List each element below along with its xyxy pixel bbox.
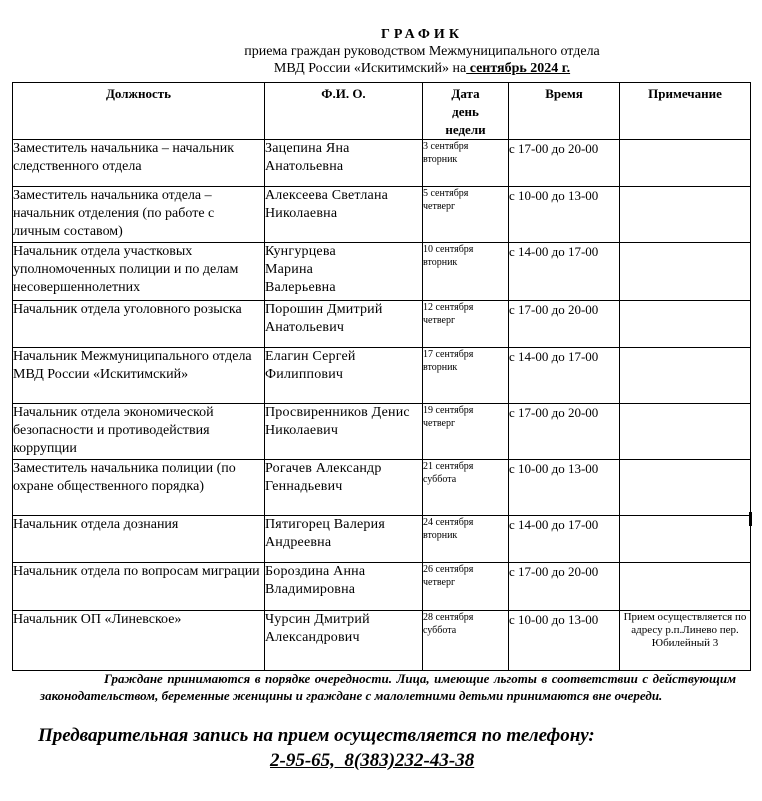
- table-row: [13, 140, 751, 187]
- column-header-day: Дата день недели: [423, 83, 509, 140]
- date-text: 3 сентября: [423, 141, 469, 152]
- date-text: 17 сентября: [423, 349, 474, 360]
- position-cell: Начальник отдела экономической безопасности и противодействия коррупции: [13, 404, 265, 460]
- note-cell: [620, 563, 751, 611]
- note-cell: [620, 404, 751, 460]
- weekday-text: четверг: [423, 315, 456, 326]
- column-header-position: Должность: [13, 83, 265, 140]
- weekday-text: вторник: [423, 530, 458, 541]
- fio-cell: Бороздина Анна Владимировна: [265, 563, 423, 611]
- day-cell: [423, 516, 509, 563]
- position-cell: Начальник ОП «Линевское»: [13, 611, 265, 671]
- document-subtitle-line2: [0, 60, 762, 77]
- document-header: [0, 26, 762, 77]
- time-cell: с 17-00 до 20-00: [509, 563, 620, 611]
- day-cell: [423, 404, 509, 460]
- note-cell: Прием осуществляется по адресу р.п.Линево пер. Юбилейный 3: [620, 611, 751, 671]
- date-text: 10 сентября: [423, 244, 474, 255]
- time-cell: с 10-00 до 13-00: [509, 187, 620, 243]
- date-text: 26 сентября: [423, 564, 474, 575]
- date-text: 5 сентября: [423, 188, 469, 199]
- appointment-phone-label: Предварительная запись на прием осуществляется по телефону:: [38, 725, 595, 746]
- appointment-phone-numbers: 2-95-65, 8(383)232-43-38: [270, 750, 475, 771]
- time-cell: с 17-00 до 20-00: [509, 140, 620, 187]
- date-text: 28 сентября: [423, 612, 474, 623]
- position-cell: Начальник отдела уголовного розыска: [13, 301, 265, 348]
- document-title: ГРАФИК: [381, 27, 463, 42]
- table-row: [13, 301, 751, 348]
- day-cell: [423, 187, 509, 243]
- weekday-text: четверг: [423, 577, 456, 588]
- weekday-text: суббота: [423, 474, 457, 485]
- table-row: [13, 516, 751, 563]
- subtitle-month: сентябрь 2024 г.: [466, 61, 571, 76]
- column-header-time: Время: [509, 83, 620, 140]
- fio-cell: Елагин Сергей Филиппович: [265, 348, 423, 404]
- note-cell: [620, 243, 751, 301]
- position-cell: Начальник отдела дознания: [13, 516, 265, 563]
- fio-cell: Просвиренников Денис Николаевич: [265, 404, 423, 460]
- position-cell: Заместитель начальника полиции (по охране общественного порядка): [13, 460, 265, 516]
- table-row: [13, 187, 751, 243]
- day-cell: [423, 243, 509, 301]
- column-header-fio: Ф.И. О.: [265, 83, 423, 140]
- table-row: [13, 611, 751, 671]
- note-cell: [620, 140, 751, 187]
- weekday-text: вторник: [423, 154, 458, 165]
- note-cell: [620, 460, 751, 516]
- note-cell: [620, 348, 751, 404]
- weekday-text: четверг: [423, 201, 456, 212]
- time-cell: с 17-00 до 20-00: [509, 301, 620, 348]
- day-cell: [423, 348, 509, 404]
- weekday-text: вторник: [423, 362, 458, 373]
- table-row: [13, 563, 751, 611]
- reception-notice: Граждане принимаются в порядке очередности. Лица, имеющие льготы в соответствии с действующим законодательством, беременные женщины и граждане с малолетними детьми принимаются вне очереди.: [40, 671, 736, 703]
- day-cell: [423, 563, 509, 611]
- page-edge-mark: [749, 512, 752, 526]
- time-cell: с 17-00 до 20-00: [509, 404, 620, 460]
- table-row: [13, 460, 751, 516]
- column-header-note: Примечание: [620, 83, 751, 140]
- weekday-text: четверг: [423, 418, 456, 429]
- table-row: [13, 348, 751, 404]
- position-cell: Начальник Межмуниципального отдела МВД России «Искитимский»: [13, 348, 265, 404]
- day-cell: [423, 460, 509, 516]
- date-text: 21 сентября: [423, 461, 474, 472]
- document-subtitle-line1: приема граждан руководством Межмуниципального отдела: [244, 44, 600, 59]
- fio-cell: Пятигорец Валерия Андреевна: [265, 516, 423, 563]
- table-row: [13, 243, 751, 301]
- date-text: 24 сентября: [423, 517, 474, 528]
- fio-cell: Рогачев Александр Геннадьевич: [265, 460, 423, 516]
- note-cell: [620, 301, 751, 348]
- fio-cell: Порошин Дмитрий Анатольевич: [265, 301, 423, 348]
- day-cell: [423, 140, 509, 187]
- weekday-text: вторник: [423, 257, 458, 268]
- fio-cell: Алексеева Светлана Николаевна: [265, 187, 423, 243]
- position-cell: Начальник отдела участковых уполномоченных полиции и по делам несовершеннолетних: [13, 243, 265, 301]
- table-header-row: [13, 83, 751, 140]
- table-row: [13, 404, 751, 460]
- note-cell: [620, 516, 751, 563]
- note-cell: [620, 187, 751, 243]
- time-cell: с 14-00 до 17-00: [509, 348, 620, 404]
- date-text: 12 сентября: [423, 302, 474, 313]
- reception-schedule-table: [12, 82, 751, 671]
- fio-cell: Кунгурцева Марина Валерьевна: [265, 243, 423, 301]
- position-cell: Начальник отдела по вопросам миграции: [13, 563, 265, 611]
- time-cell: с 10-00 до 13-00: [509, 460, 620, 516]
- time-cell: с 14-00 до 17-00: [509, 243, 620, 301]
- time-cell: с 14-00 до 17-00: [509, 516, 620, 563]
- weekday-text: суббота: [423, 625, 457, 636]
- position-cell: Заместитель начальника отдела – начальник отделения (по работе с личным составом): [13, 187, 265, 243]
- date-text: 19 сентября: [423, 405, 474, 416]
- fio-cell: Чурсин Дмитрий Александрович: [265, 611, 423, 671]
- subtitle-prefix: МВД России «Искитимский» на: [273, 61, 467, 76]
- time-cell: с 10-00 до 13-00: [509, 611, 620, 671]
- day-cell: [423, 301, 509, 348]
- day-cell: [423, 611, 509, 671]
- position-cell: Заместитель начальника – начальник следственного отдела: [13, 140, 265, 187]
- fio-cell: Зацепина Яна Анатольевна: [265, 140, 423, 187]
